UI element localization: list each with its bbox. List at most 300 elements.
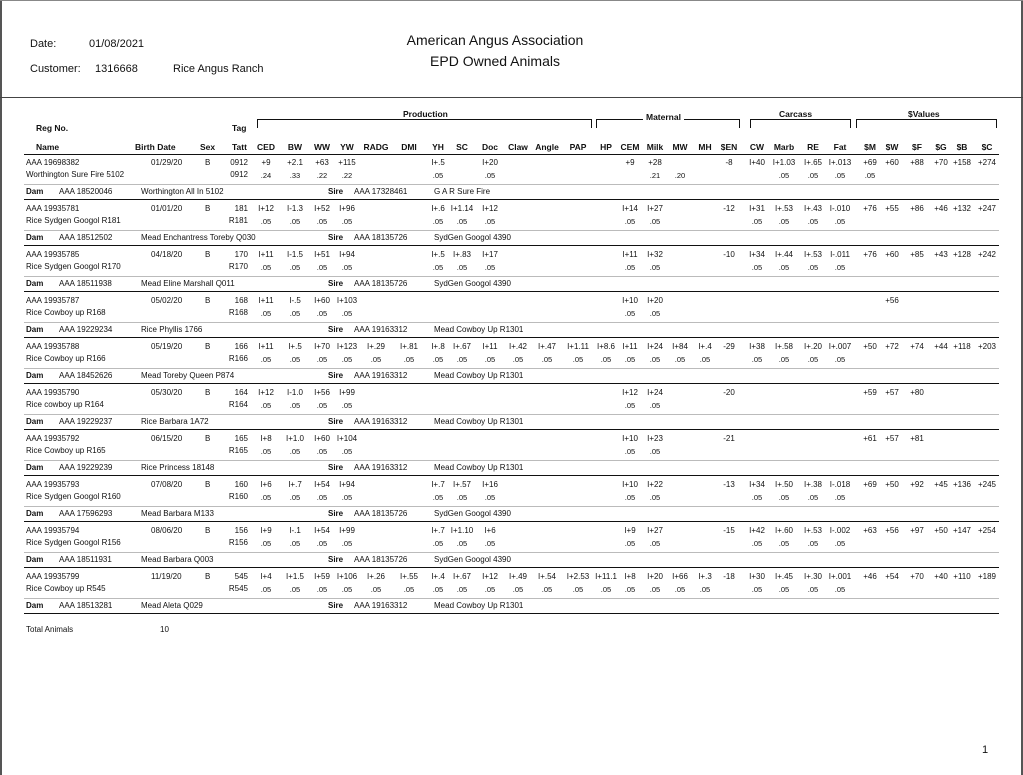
production-bracket [257, 119, 592, 120]
animal-name: Rice Sydgen Googol R181 [26, 216, 121, 225]
epd-fat: I-.011 [830, 250, 850, 259]
epd-radg: I+.29 [366, 342, 385, 351]
acc-doc: .05 [484, 171, 496, 180]
acc-angle: .05 [541, 585, 553, 594]
sire-reg-no: AAA 19163312 [354, 601, 408, 610]
dam-name: Mead Enchantress Toreby Q030 [141, 233, 256, 242]
page-border-top [0, 0, 1023, 1]
row-divider [24, 613, 999, 614]
acc-milk: .21 [649, 171, 661, 180]
dam-name: Rice Barbara 1A72 [141, 417, 209, 426]
dam-label: Dam [26, 187, 44, 196]
sire-name: Mead Cowboy Up R1301 [434, 463, 524, 472]
col-angle: Angle [535, 142, 559, 152]
acc-milk: .05 [649, 263, 661, 272]
sire-reg-no: AAA 18135726 [354, 555, 408, 564]
epd-cem: I+10 [622, 480, 638, 489]
animal-reg-no: AAA 19698382 [26, 158, 80, 167]
sire-reg-no: AAA 18135726 [354, 233, 408, 242]
dam-label: Dam [26, 601, 44, 610]
dam-label: Dam [26, 509, 44, 518]
epd-g: +44 [934, 342, 948, 351]
sire-name: Mead Cowboy Up R1301 [434, 417, 524, 426]
acc-mh: .05 [699, 355, 711, 364]
acc-yw: .05 [341, 585, 353, 594]
acc-dmi: .05 [403, 355, 415, 364]
acc-doc: .05 [484, 539, 496, 548]
epd-angle: I+.47 [537, 342, 556, 351]
acc-milk: .05 [649, 447, 661, 456]
acc-yw: .05 [341, 493, 353, 502]
epd-b: +136 [952, 480, 972, 489]
epd-b: +110 [953, 572, 971, 581]
dam-sire-divider [24, 506, 999, 507]
sire-label: Sire [328, 279, 344, 288]
epd-re: I+.53 [803, 526, 822, 535]
group-maternal: Maternal [643, 112, 684, 122]
customer-id: 1316668 [95, 63, 138, 75]
row-divider [24, 521, 999, 522]
animal-tattoo: R545 [228, 584, 248, 593]
epd-yw: I+123 [336, 342, 358, 351]
sire-reg-no: AAA 18135726 [354, 279, 408, 288]
dam-reg-no: AAA 18452626 [59, 371, 113, 380]
epd-re: I+.65 [803, 158, 822, 167]
acc-cw: .05 [751, 585, 763, 594]
epd-yh: I+.8 [431, 342, 445, 351]
animal-tag: 170 [234, 250, 248, 259]
acc-cem: .05 [624, 401, 636, 410]
col-name: Name [36, 142, 60, 152]
epd-dmi: I+.55 [399, 572, 418, 581]
acc-yw: .05 [341, 447, 353, 456]
epd-c: +254 [977, 526, 997, 535]
dam-reg-no: AAA 18513281 [59, 601, 113, 610]
epd-milk: I+22 [647, 480, 663, 489]
epd-en: -21 [723, 434, 735, 443]
dam-sire-divider [24, 460, 999, 461]
row-divider [24, 475, 999, 476]
acc-re: .05 [807, 493, 819, 502]
col-pap: PAP [569, 142, 587, 152]
epd-marb: I+.53 [774, 204, 793, 213]
epd-pap: I+1.11 [567, 342, 589, 351]
animal-tattoo: R164 [228, 400, 248, 409]
acc-bw: .05 [289, 217, 301, 226]
acc-pap: .05 [572, 585, 584, 594]
row-divider [24, 383, 999, 384]
epd-en: -13 [723, 480, 735, 489]
acc-cem: .05 [624, 263, 636, 272]
epd-m: +50 [863, 342, 877, 351]
acc-re: .05 [807, 585, 819, 594]
sire-name: G A R Sure Fire [434, 187, 491, 196]
animal-reg-no: AAA 19935794 [26, 526, 80, 535]
col-sc: SC [456, 142, 468, 152]
epd-f: +92 [910, 480, 924, 489]
animal-tattoo: R166 [228, 354, 248, 363]
epd-w: +56 [885, 526, 899, 535]
sire-label: Sire [328, 325, 344, 334]
epd-doc: I+17 [482, 250, 498, 259]
acc-marb: .05 [778, 217, 790, 226]
epd-w: +60 [885, 250, 899, 259]
epd-re: I+.38 [803, 480, 822, 489]
epd-yw: I+104 [336, 434, 358, 443]
acc-sc: .05 [456, 539, 468, 548]
acc-mh: .05 [699, 585, 711, 594]
sire-label: Sire [328, 509, 344, 518]
epd-ww: I+56 [314, 388, 330, 397]
dam-label: Dam [26, 325, 44, 334]
sire-name: Mead Cowboy Up R1301 [434, 325, 524, 334]
epd-f: +74 [910, 342, 924, 351]
carcass-bracket-right [850, 119, 851, 128]
sire-name: SydGen Googol 4390 [434, 555, 511, 564]
dam-name: Mead Barbara M133 [141, 509, 214, 518]
acc-cw: .05 [751, 355, 763, 364]
epd-m: +61 [863, 434, 877, 443]
dam-sire-divider [24, 552, 999, 553]
animal-birth-date: 05/30/20 [151, 388, 183, 397]
epd-c: +247 [977, 204, 997, 213]
epd-cw: I+38 [749, 342, 765, 351]
animal-tag: 168 [234, 296, 248, 305]
maternal-bracket-left [596, 119, 597, 128]
animal-birth-date: 11/19/20 [151, 572, 182, 581]
epd-sc: I+.57 [452, 480, 471, 489]
dam-label: Dam [26, 463, 44, 472]
acc-sc: .05 [456, 585, 468, 594]
acc-yh: .05 [432, 355, 444, 364]
dam-label: Dam [26, 417, 44, 426]
animal-name: Rice Cowboy up R166 [26, 354, 106, 363]
animal-tattoo: R170 [228, 262, 248, 271]
epd-ww: I+51 [314, 250, 330, 259]
epd-g: +70 [934, 158, 948, 167]
epd-cw: I+34 [749, 480, 765, 489]
acc-ww: .05 [316, 493, 328, 502]
epd-cem: +9 [625, 158, 635, 167]
epd-yh: I+.4 [431, 572, 445, 581]
acc-re: .05 [807, 217, 819, 226]
carcass-bracket-left [750, 119, 751, 128]
acc-ww: .05 [316, 585, 328, 594]
sire-label: Sire [328, 463, 344, 472]
col-doc: Doc [481, 142, 499, 152]
epd-bw: I-.5 [289, 296, 301, 305]
epd-yh: I+.5 [431, 250, 445, 259]
epd-en: -20 [723, 388, 735, 397]
epd-cw: I+40 [749, 158, 765, 167]
animal-birth-date: 05/19/20 [151, 342, 183, 351]
dam-label: Dam [26, 233, 44, 242]
acc-marb: .05 [778, 355, 790, 364]
sire-reg-no: AAA 19163312 [354, 325, 408, 334]
epd-b: +158 [952, 158, 972, 167]
animal-birth-date: 05/02/20 [151, 296, 183, 305]
epd-cw: I+30 [749, 572, 765, 581]
row-divider [24, 429, 999, 430]
acc-ww: .05 [316, 355, 328, 364]
epd-ww: I+70 [314, 342, 330, 351]
epd-w: +56 [885, 296, 899, 305]
sire-name: Mead Cowboy Up R1301 [434, 601, 524, 610]
col-cw: CW [749, 142, 765, 152]
acc-m: .05 [864, 171, 876, 180]
col-w: $W [885, 142, 899, 152]
epd-g: +46 [934, 204, 948, 213]
total-animals-label: Total Animals [26, 625, 74, 634]
col-mw: MW [672, 142, 688, 152]
acc-ced: .05 [260, 585, 272, 594]
epd-m: +76 [863, 250, 877, 259]
epd-marb: I+.60 [774, 526, 793, 535]
epd-ced: I+8 [260, 434, 272, 443]
epd-c: +242 [977, 250, 997, 259]
epd-milk: I+27 [647, 526, 663, 535]
epd-m: +63 [863, 526, 877, 535]
animal-sex: B [205, 250, 211, 259]
col-c: $C [981, 142, 993, 152]
dam-reg-no: AAA 18512502 [59, 233, 113, 242]
epd-cw: I+42 [749, 526, 765, 535]
epd-marb: I+.45 [774, 572, 793, 581]
animal-tag: 545 [234, 572, 248, 581]
epd-ww: I+54 [314, 526, 330, 535]
col-milk: Milk [646, 142, 664, 152]
carcass-bracket [750, 119, 851, 120]
acc-sc: .05 [456, 355, 468, 364]
epd-en: -8 [725, 158, 733, 167]
epd-en: -15 [723, 526, 735, 535]
epd-doc: I+16 [482, 480, 498, 489]
epd-ww: I+59 [314, 572, 330, 581]
epd-yh: I+.6 [431, 204, 445, 213]
epd-fat: I+.013 [828, 158, 852, 167]
animal-birth-date: 07/08/20 [151, 480, 183, 489]
epd-cem: I+10 [622, 434, 638, 443]
report-title: American Angus Association [406, 32, 584, 48]
dam-label: Dam [26, 371, 44, 380]
epd-yw: I+103 [336, 296, 358, 305]
epd-w: +50 [885, 480, 899, 489]
acc-yw: .05 [341, 309, 353, 318]
epd-b: +118 [953, 342, 971, 351]
acc-yh: .05 [432, 493, 444, 502]
acc-claw: .05 [512, 355, 524, 364]
acc-milk: .05 [649, 401, 661, 410]
epd-bw: I+1.0 [285, 434, 304, 443]
epd-dmi: I+.81 [399, 342, 418, 351]
epd-ced: I+11 [258, 342, 274, 351]
animal-name: Rice Cowboy up R165 [26, 446, 106, 455]
sire-label: Sire [328, 601, 344, 610]
epd-marb: I+1.03 [772, 158, 796, 167]
animal-reg-no: AAA 19935793 [26, 480, 80, 489]
epd-yw: I+94 [339, 250, 355, 259]
dam-sire-divider [24, 414, 999, 415]
report-subtitle: EPD Owned Animals [430, 53, 560, 69]
acc-milk: .05 [649, 493, 661, 502]
acc-doc: .05 [484, 493, 496, 502]
animal-tag: 166 [234, 342, 248, 351]
acc-ced: .05 [260, 401, 272, 410]
epd-m: +59 [863, 388, 877, 397]
col-bw: BW [287, 142, 303, 152]
epd-ww: +63 [315, 158, 329, 167]
acc-cw: .05 [751, 493, 763, 502]
animal-name: Rice Sydgen Googol R156 [26, 538, 121, 547]
acc-yh: .05 [432, 171, 444, 180]
epd-hp: I+8.6 [596, 342, 615, 351]
acc-bw: .05 [289, 539, 301, 548]
acc-ww: .05 [316, 263, 328, 272]
epd-milk: I+24 [647, 388, 663, 397]
acc-ww: .05 [316, 447, 328, 456]
acc-doc: .05 [484, 217, 496, 226]
dam-label: Dam [26, 555, 44, 564]
epd-w: +54 [885, 572, 899, 581]
epd-sc: I+.67 [452, 572, 471, 581]
acc-ww: .05 [316, 217, 328, 226]
col-tatt: Tatt [232, 142, 247, 152]
acc-milk: .05 [649, 355, 661, 364]
epd-w: +55 [885, 204, 899, 213]
epd-c: +245 [977, 480, 997, 489]
dam-label: Dam [26, 279, 44, 288]
animal-reg-no: AAA 19935788 [26, 342, 80, 351]
acc-bw: .05 [289, 355, 301, 364]
epd-m: +76 [863, 204, 877, 213]
epd-angle: I+.54 [537, 572, 556, 581]
sire-label: Sire [328, 555, 344, 564]
col-claw: Claw [508, 142, 528, 152]
acc-yh: .05 [432, 585, 444, 594]
epd-b: +132 [952, 204, 972, 213]
epd-b: +128 [952, 250, 972, 259]
sire-label: Sire [328, 233, 344, 242]
epd-ced: I+4 [260, 572, 272, 581]
acc-claw: .05 [512, 585, 524, 594]
epd-g: +50 [934, 526, 948, 535]
acc-ww: .22 [316, 171, 328, 180]
col-m: $M [864, 142, 876, 152]
epd-re: I+.30 [803, 572, 822, 581]
dam-name: Mead Eline Marshall Q011 [141, 279, 235, 288]
page-number: 1 [982, 744, 989, 756]
col-cem: CEM [620, 142, 640, 152]
acc-milk: .05 [649, 539, 661, 548]
epd-ced: I+12 [258, 388, 274, 397]
epd-radg: I+.26 [366, 572, 385, 581]
dam-reg-no: AAA 18511931 [59, 555, 112, 564]
col-sex: Sex [200, 142, 216, 152]
total-animals-value: 10 [160, 625, 169, 634]
epd-re: I+.53 [803, 250, 822, 259]
col-fat: Fat [833, 142, 847, 152]
animal-name: Worthington Sure Fire 5102 [26, 170, 125, 179]
dam-name: Mead Aleta Q029 [141, 601, 203, 610]
acc-ced: .05 [260, 447, 272, 456]
animal-tattoo: R165 [228, 446, 248, 455]
epd-claw: I+.49 [508, 572, 527, 581]
epd-yw: I+106 [336, 572, 358, 581]
animal-sex: B [205, 480, 211, 489]
epd-m: +69 [863, 480, 877, 489]
epd-cem: I+9 [624, 526, 636, 535]
acc-sc: .05 [456, 493, 468, 502]
acc-yw: .22 [341, 171, 353, 180]
epd-en: -18 [723, 572, 735, 581]
acc-doc: .05 [484, 585, 496, 594]
acc-yw: .05 [341, 217, 353, 226]
col-en: $EN [720, 142, 738, 152]
acc-angle: .05 [541, 355, 553, 364]
sire-label: Sire [328, 371, 344, 380]
epd-milk: I+23 [647, 434, 663, 443]
epd-fat: I-.010 [829, 204, 851, 213]
epd-f: +85 [910, 250, 924, 259]
animal-sex: B [205, 434, 211, 443]
animal-sex: B [205, 388, 211, 397]
acc-ced: .05 [260, 263, 272, 272]
col-reg-no: Reg No. [36, 123, 69, 133]
acc-doc: .05 [484, 263, 496, 272]
animal-reg-no: AAA 19935790 [26, 388, 80, 397]
acc-mw: .05 [674, 585, 686, 594]
epd-doc: I+11 [482, 342, 498, 351]
animal-sex: B [205, 296, 211, 305]
epd-sc: I+1.14 [450, 204, 474, 213]
animal-tag: 165 [234, 434, 248, 443]
acc-milk: .05 [649, 585, 661, 594]
col-marb: Marb [773, 142, 795, 152]
epd-w: +72 [885, 342, 899, 351]
epd-milk: I+20 [647, 296, 663, 305]
epd-bw: I-1.5 [286, 250, 303, 259]
epd-ced: I+6 [260, 480, 272, 489]
col-g: $G [935, 142, 947, 152]
epd-c: +274 [977, 158, 997, 167]
dam-sire-divider [24, 230, 999, 231]
animal-reg-no: AAA 19935799 [26, 572, 80, 581]
acc-cem: .05 [624, 539, 636, 548]
acc-cw: .05 [751, 217, 763, 226]
acc-yh: .05 [432, 217, 444, 226]
acc-dmi: .05 [403, 585, 415, 594]
acc-pap: .05 [572, 355, 584, 364]
epd-fat: I-.002 [829, 526, 851, 535]
animal-tag: 156 [234, 526, 248, 535]
production-bracket-left [257, 119, 258, 128]
epd-w: +57 [885, 388, 899, 397]
acc-cem: .05 [624, 447, 636, 456]
acc-cw: .05 [751, 539, 763, 548]
epd-g: +40 [934, 572, 948, 581]
customer-label: Customer: [30, 63, 81, 75]
epd-marb: I+.44 [774, 250, 793, 259]
acc-ced: .05 [260, 539, 272, 548]
epd-claw: I+.42 [508, 342, 527, 351]
acc-cem: .05 [624, 217, 636, 226]
dam-reg-no: AAA 19229239 [59, 463, 113, 472]
header-divider [0, 97, 1023, 98]
acc-mw: .05 [674, 355, 686, 364]
sire-reg-no: AAA 19163312 [354, 463, 408, 472]
col-mh: MH [698, 142, 712, 152]
row-divider [24, 291, 999, 292]
